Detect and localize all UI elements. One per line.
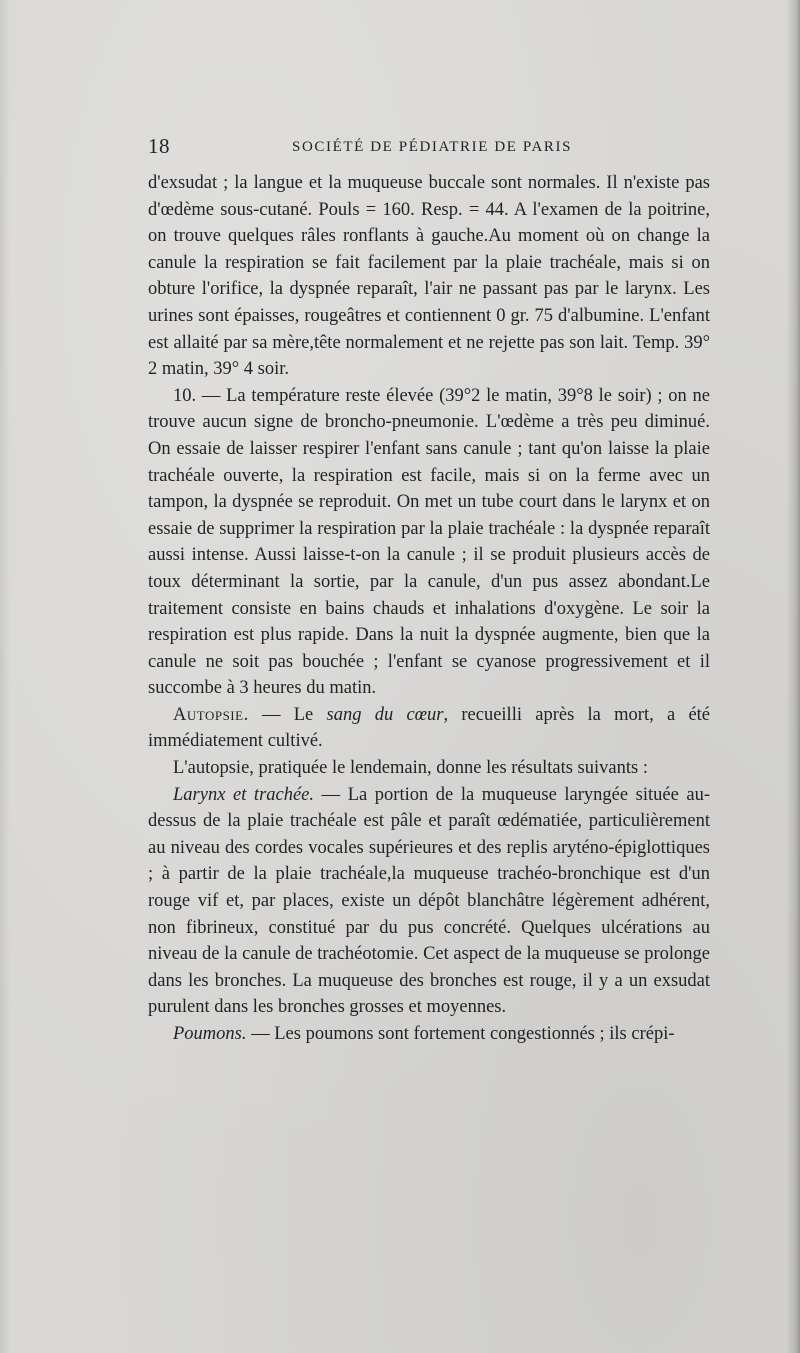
paragraph-lungs: [148, 1021, 710, 1048]
paragraph-day-10: 10. — La température reste élevée (39°2 le matin, 39°8 le soir) ; on ne trouve aucun signe de broncho-pneumonie. L'œdème a très peu diminué. On essaie de laisser respirer l'enfant sans canule ; tant qu'on laisse la plaie trachéale ouverte, la respiration est facile, mais si on la ferme avec un tampon, la dyspnée se reproduit. On met un tube court dans le larynx et on essaie de supprimer la respiration par la plaie trachéale : la dyspnée reparaît aussi intense. Aussi laisse-t-on la canule ; il se produit plusieurs accès de toux déterminant la sortie, par la canule, d'un pus assez abondant.Le traitement consiste en bains chauds et inhalations d'oxygène. Le soir la respiration est plus rapide. Dans la nuit la dyspnée augmente, bien que la canule ne soit pas bouchée ; l'enfant se cyanose progressivement et il succombe à 3 heures du matin.: [148, 385, 710, 699]
larynx-text: — La portion de la muqueuse laryngée située au-dessus de la plaie trachéale est pâle et paraît œdématiée, particulièrement au niveau des cordes vocales supérieures et des replis aryténo-épiglottiques ; à partir de la plaie trachéale,la muqueuse trachéo-bronchique est d'un rouge vif et, par places, existe un dépôt blanchâtre légèrement adhérent, non fibrineux, constitué par du pus concrété. Quelques ulcérations au niveau de la canule de trachéotomie. Cet aspect de la muqueuse se prolonge dans les bronches. La muqueuse des bronches est rouge, il y a un exsudat purulent dans les bronches grosses et moyennes.: [148, 784, 710, 1018]
autopsy-prefix: — Le: [248, 704, 327, 725]
paragraph-results-intro: L'autopsie, pratiquée le lendemain, donne les résultats suivants :: [173, 758, 648, 779]
running-head: [148, 134, 712, 164]
body-text: [148, 170, 710, 1048]
paragraph-autopsy: [148, 702, 710, 755]
larynx-heading: Larynx et trachée.: [173, 784, 315, 805]
paragraph-larynx: [148, 782, 710, 1021]
lungs-text: — Les poumons sont fortement congestionnés ; ils crépi-: [246, 1024, 675, 1044]
paragraph-exam: d'exsudat ; la langue et la muqueuse buccale sont normales. Il n'existe pas d'œdème sous-cutané. Pouls = 160. Resp. = 44. A l'examen de la poitrine, on trouve quelques râles ronflants à gauche.Au moment où on change la canule la respiration se fait facilement par la plaie trachéale, mais si on obture l'orifice, la dyspnée reparaît, l'air ne passant pas par le larynx. Les urines sont épaisses, rougeâtres et contiennent 0 gr. 75 d'albumine. L'enfant est allaité par sa mère,tête normalement et ne rejette pas son lait. Temp. 39° 2 matin, 39° 4 soir.: [148, 173, 710, 380]
page-left-shadow: [0, 0, 10, 1353]
autopsy-term: sang du cœur: [326, 704, 444, 725]
lungs-heading: Poumons.: [173, 1024, 247, 1044]
autopsy-heading: Autopsie.: [173, 704, 249, 725]
page-number: 18: [148, 134, 170, 158]
journal-title: SOCIÉTÉ DE PÉDIATRIE DE PARIS: [292, 139, 573, 155]
page-right-shadow: [786, 0, 800, 1353]
autopsy-text: , recueilli après la mort, a été immédiatement cultivé.: [148, 704, 711, 752]
